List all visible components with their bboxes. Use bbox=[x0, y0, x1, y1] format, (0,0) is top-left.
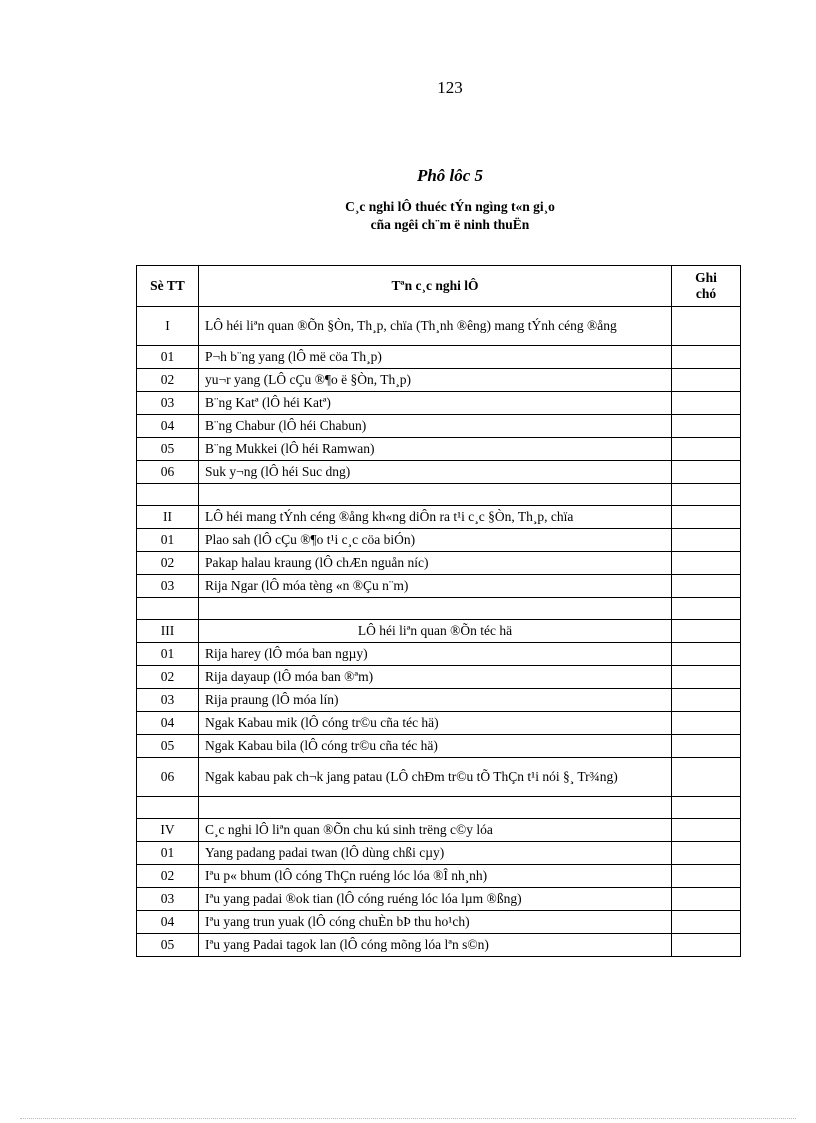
table-header-row bbox=[137, 266, 741, 307]
subtitle-line-1: C¸c nghi lÔ thuéc tÝn ngìng t«n gi¸o bbox=[345, 199, 555, 214]
table-row bbox=[137, 438, 741, 461]
row-number: I bbox=[137, 307, 199, 346]
table-row bbox=[137, 346, 741, 369]
table-row bbox=[137, 735, 741, 758]
note-cell bbox=[672, 819, 741, 842]
note-cell bbox=[672, 529, 741, 552]
rite-name: Yang padang padai twan (lÔ dùng chßi cµy) bbox=[199, 842, 672, 865]
note-cell bbox=[672, 484, 741, 506]
rite-name: C¸c nghi lÔ liªn quan ®Õn chu kú sinh trëng c©y lóa bbox=[199, 819, 672, 842]
rite-name: Pakap halau kraung (lÔ chÆn nguån níc) bbox=[199, 552, 672, 575]
note-cell bbox=[672, 552, 741, 575]
note-cell bbox=[672, 575, 741, 598]
row-number: 02 bbox=[137, 666, 199, 689]
table-row bbox=[137, 819, 741, 842]
page-number: 123 bbox=[437, 78, 463, 97]
table-row bbox=[137, 461, 741, 484]
row-number: 01 bbox=[137, 346, 199, 369]
table-row bbox=[137, 598, 741, 620]
row-number: 03 bbox=[137, 689, 199, 712]
rite-name: Rija praung (lÔ móa lín) bbox=[199, 689, 672, 712]
row-number: 05 bbox=[137, 934, 199, 957]
row-number: 04 bbox=[137, 415, 199, 438]
note-cell bbox=[672, 346, 741, 369]
rites-table bbox=[136, 265, 741, 957]
table-row bbox=[137, 484, 741, 506]
rite-name bbox=[199, 598, 672, 620]
row-number: 03 bbox=[137, 888, 199, 911]
rite-name: B¨ng Katª (lÔ héi Katª) bbox=[199, 392, 672, 415]
table-row bbox=[137, 865, 741, 888]
row-number bbox=[137, 598, 199, 620]
row-number: 04 bbox=[137, 911, 199, 934]
row-number bbox=[137, 484, 199, 506]
header-note: Ghi chó bbox=[672, 266, 741, 307]
note-cell bbox=[672, 415, 741, 438]
note-cell bbox=[672, 643, 741, 666]
note-cell bbox=[672, 438, 741, 461]
note-cell bbox=[672, 842, 741, 865]
note-cell bbox=[672, 506, 741, 529]
table-row bbox=[137, 934, 741, 957]
note-cell bbox=[672, 888, 741, 911]
rite-name: Iªu yang Padai tagok lan (lÔ cóng mõng lóa lªn s©n) bbox=[199, 934, 672, 957]
row-number: 01 bbox=[137, 842, 199, 865]
table-row bbox=[137, 911, 741, 934]
note-cell bbox=[672, 620, 741, 643]
row-number: 05 bbox=[137, 438, 199, 461]
rite-name: B¨ng Chabur (lÔ héi Chabun) bbox=[199, 415, 672, 438]
table-row bbox=[137, 666, 741, 689]
note-cell bbox=[672, 758, 741, 797]
rite-name: yu¬r yang (LÔ cÇu ®¶o ë §Òn, Th¸p) bbox=[199, 369, 672, 392]
rite-name: Rija harey (lÔ móa ban ngµy) bbox=[199, 643, 672, 666]
rite-name bbox=[199, 484, 672, 506]
note-cell bbox=[672, 911, 741, 934]
rite-name: Ngak Kabau mik (lÔ cóng tr©u cña téc hä) bbox=[199, 712, 672, 735]
rite-name: B¨ng Mukkei (lÔ héi Ramwan) bbox=[199, 438, 672, 461]
note-cell bbox=[672, 392, 741, 415]
note-cell bbox=[672, 934, 741, 957]
table-row bbox=[137, 552, 741, 575]
note-cell bbox=[672, 666, 741, 689]
rite-name: LÔ héi liªn quan ®Õn téc hä bbox=[199, 620, 672, 643]
row-number: 03 bbox=[137, 392, 199, 415]
note-cell bbox=[672, 735, 741, 758]
rite-name: Rija dayaup (lÔ móa ban ®ªm) bbox=[199, 666, 672, 689]
rite-name: Ngak Kabau bila (lÔ cóng tr©u cña téc hä) bbox=[199, 735, 672, 758]
table-row bbox=[137, 575, 741, 598]
page-bottom-rule bbox=[20, 1118, 796, 1119]
table-row bbox=[137, 529, 741, 552]
rite-name bbox=[199, 797, 672, 819]
rite-name: LÔ héi mang tÝnh céng ®ång kh«ng diÔn ra t¹i c¸c §Òn, Th¸p, chïa bbox=[199, 506, 672, 529]
note-cell bbox=[672, 598, 741, 620]
table-row bbox=[137, 620, 741, 643]
rite-name: Iªu p« bhum (lÔ cóng ThÇn ruéng lóc lóa ®Î nh¸nh) bbox=[199, 865, 672, 888]
note-cell bbox=[672, 369, 741, 392]
row-number: II bbox=[137, 506, 199, 529]
subtitle-line-2: cña ngêi ch¨m ë ninh thuËn bbox=[370, 217, 530, 232]
table-row bbox=[137, 712, 741, 735]
appendix-title: Phô lôc 5 bbox=[416, 166, 484, 185]
table-row bbox=[137, 307, 741, 346]
rite-name: P¬h b¨ng yang (lÔ më cöa Th¸p) bbox=[199, 346, 672, 369]
row-number: 02 bbox=[137, 552, 199, 575]
row-number: 02 bbox=[137, 865, 199, 888]
note-cell bbox=[672, 712, 741, 735]
header-name: Tªn c¸c nghi lÔ bbox=[199, 266, 672, 307]
row-number: 01 bbox=[137, 643, 199, 666]
rite-name: Ngak kabau pak ch¬k jang patau (LÔ chÐm tr©u tÕ ThÇn t¹i nói §¸ Tr¾ng) bbox=[199, 758, 672, 797]
rite-name: Suk y¬ng (lÔ héi Suc dng) bbox=[199, 461, 672, 484]
row-number: IV bbox=[137, 819, 199, 842]
note-cell bbox=[672, 865, 741, 888]
table-row bbox=[137, 415, 741, 438]
note-cell bbox=[672, 689, 741, 712]
note-cell bbox=[672, 461, 741, 484]
row-number: 06 bbox=[137, 461, 199, 484]
note-cell bbox=[672, 797, 741, 819]
table-body bbox=[137, 307, 741, 957]
table-row bbox=[137, 689, 741, 712]
table-row bbox=[137, 797, 741, 819]
row-number: 05 bbox=[137, 735, 199, 758]
rite-name: Iªu yang trun yuak (lÔ cóng chuÈn bÞ thu ho¹ch) bbox=[199, 911, 672, 934]
table-row bbox=[137, 842, 741, 865]
row-number: 01 bbox=[137, 529, 199, 552]
row-number: 04 bbox=[137, 712, 199, 735]
row-number bbox=[137, 797, 199, 819]
row-number: III bbox=[137, 620, 199, 643]
rite-name: Iªu yang padai ®ok tian (lÔ cóng ruéng lóc lóa lµm ®ßng) bbox=[199, 888, 672, 911]
note-cell bbox=[672, 307, 741, 346]
table-row bbox=[137, 888, 741, 911]
row-number: 03 bbox=[137, 575, 199, 598]
rite-name: LÔ héi liªn quan ®Õn §Òn, Th¸p, chïa (Th¸nh ®êng) mang tÝnh céng ®ång bbox=[199, 307, 672, 346]
table-row bbox=[137, 758, 741, 797]
rite-name: Plao sah (lÔ cÇu ®¶o t¹i c¸c cöa biÓn) bbox=[199, 529, 672, 552]
rite-name: Rija Ngar (lÔ móa tèng «n ®Çu n¨m) bbox=[199, 575, 672, 598]
table-row bbox=[137, 506, 741, 529]
row-number: 06 bbox=[137, 758, 199, 797]
table-row bbox=[137, 392, 741, 415]
header-no: Sè TT bbox=[137, 266, 199, 307]
table-row bbox=[137, 369, 741, 392]
table-row bbox=[137, 643, 741, 666]
row-number: 02 bbox=[137, 369, 199, 392]
